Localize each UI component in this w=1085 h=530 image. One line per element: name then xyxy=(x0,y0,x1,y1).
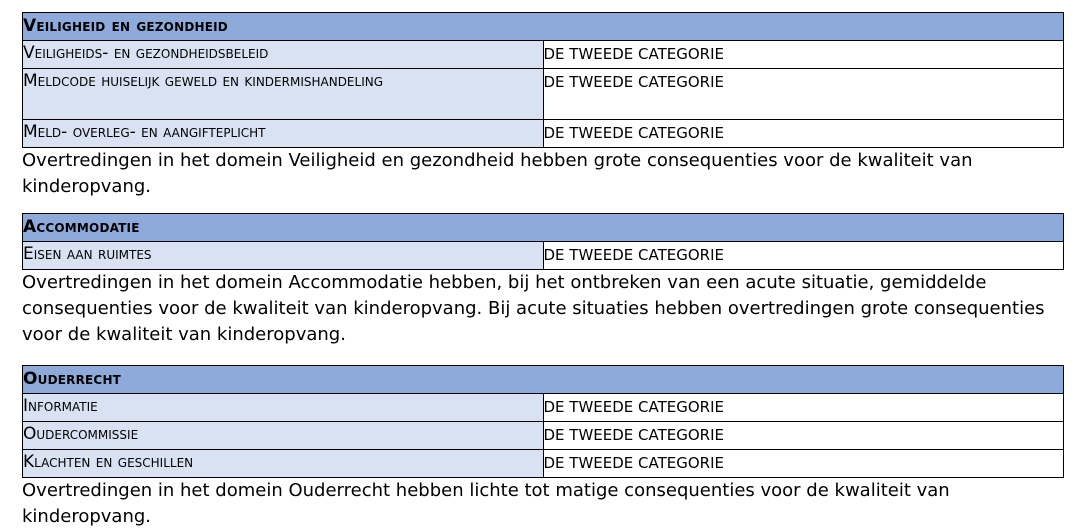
table-row xyxy=(23,69,1064,120)
domain-table xyxy=(22,213,1064,270)
table-row xyxy=(23,120,1064,148)
row-label: Klachten en geschillen xyxy=(23,450,544,478)
table-row xyxy=(23,450,1064,478)
row-label: Meld- overleg- en aangifteplicht xyxy=(23,120,544,148)
row-label: Informatie xyxy=(23,394,544,422)
domain-table xyxy=(22,365,1064,478)
row-label: Meldcode huiselijk geweld en kindermishandeling xyxy=(23,69,544,120)
section-paragraph: Overtredingen in het domein Ouderrecht hebben lichte tot matige consequenties voor de kwaliteit van kinderopvang. xyxy=(22,480,950,527)
section-veiligheid-en-gezondheid xyxy=(22,12,1064,200)
table-row xyxy=(23,41,1064,69)
section-ouderrecht xyxy=(22,365,1064,530)
row-value: DE TWEEDE CATEGORIE xyxy=(543,242,1064,270)
domain-table xyxy=(22,12,1064,148)
table-row xyxy=(23,242,1064,270)
row-label: Oudercommissie xyxy=(23,422,544,450)
domain-header: Ouderrecht xyxy=(23,366,1064,394)
row-label: Veiligheids- en gezondheidsbeleid xyxy=(23,41,544,69)
row-value: DE TWEEDE CATEGORIE xyxy=(543,69,1064,120)
row-value: DE TWEEDE CATEGORIE xyxy=(543,120,1064,148)
domain-header: Veiligheid en gezondheid xyxy=(23,13,1064,41)
section-accommodatie xyxy=(22,213,1064,348)
row-value: DE TWEEDE CATEGORIE xyxy=(543,41,1064,69)
row-value: DE TWEEDE CATEGORIE xyxy=(543,422,1064,450)
row-value: DE TWEEDE CATEGORIE xyxy=(543,394,1064,422)
table-row xyxy=(23,422,1064,450)
section-paragraph: Overtredingen in het domein Accommodatie hebben, bij het ontbreken van een acute situatie, gemiddelde consequenties voor de kwaliteit van kinderopvang. Bij acute situaties hebben overtredingen grote consequenties voor de kwaliteit van kinderopvang. xyxy=(22,272,1045,345)
section-paragraph: Overtredingen in het domein Veiligheid en gezondheid hebben grote consequenties voor de kwaliteit van kinderopvang. xyxy=(22,150,973,197)
row-value: DE TWEEDE CATEGORIE xyxy=(543,450,1064,478)
row-label: Eisen aan ruimtes xyxy=(23,242,544,270)
domain-header: Accommodatie xyxy=(23,214,1064,242)
table-row xyxy=(23,394,1064,422)
